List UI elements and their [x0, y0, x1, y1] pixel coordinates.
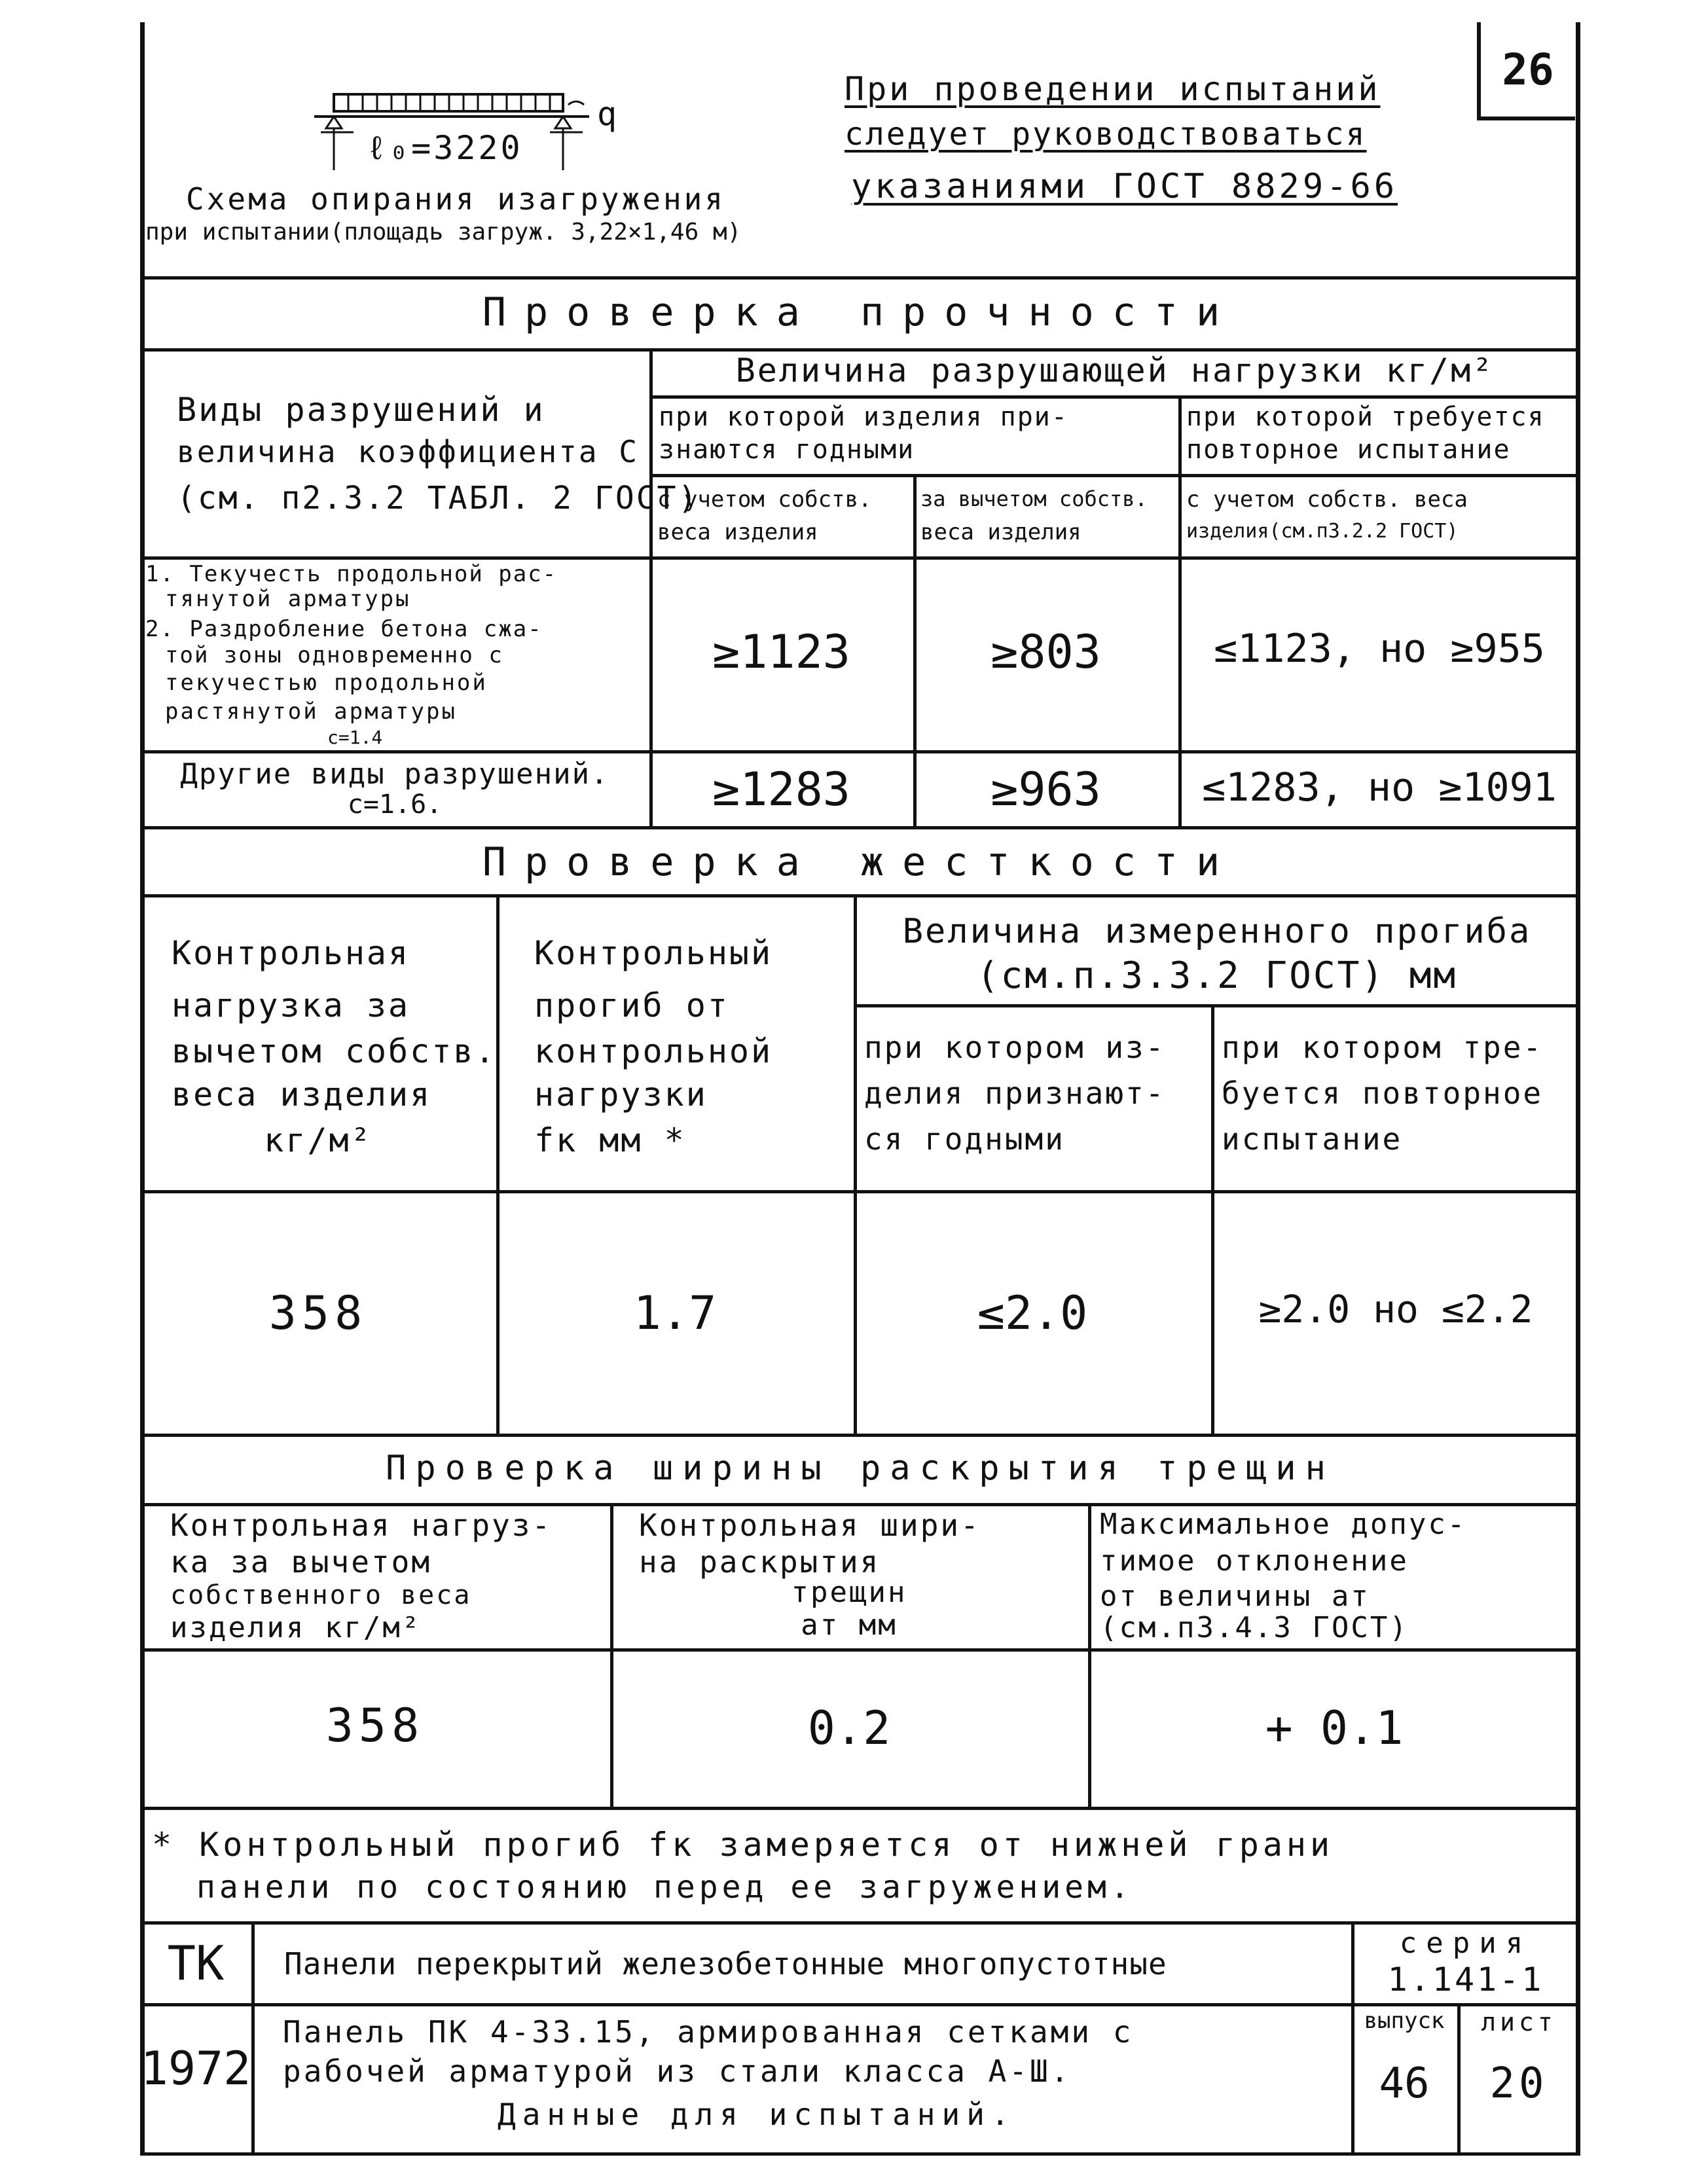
crack-col3-4: (см.п3.4.3 ГОСТ)	[1100, 1611, 1409, 1644]
stiff-col2-2: прогиб от	[534, 986, 729, 1024]
stamp-code: ТК	[167, 1936, 225, 1991]
strength-col1-line2: величина коэффициента С	[177, 434, 639, 469]
sheet-number: 26	[1477, 22, 1575, 120]
sub-header-retest-1: при которой требуется	[1186, 402, 1545, 432]
stiff-val-good: ≤2.0	[977, 1286, 1088, 1340]
crack-col2-3: трещин	[791, 1576, 907, 1609]
col-minus-own-1: за вычетом собств.	[920, 486, 1148, 511]
row1-type-3: 2. Раздробление бетона сжа-	[145, 616, 543, 642]
crack-val-width: 0.2	[807, 1701, 891, 1755]
series-label: серия	[1399, 1927, 1533, 1960]
crack-col3-3: от величины aт	[1100, 1580, 1370, 1613]
sub-header-retest-2: повторное испытание	[1186, 435, 1511, 465]
strength-col1-line1: Виды разрушений и	[177, 391, 545, 429]
stiff-col1-3: вычетом собств.	[172, 1032, 497, 1070]
crack-val-deviation: + 0.1	[1265, 1701, 1404, 1755]
stamp-title-2a: Панель ПК 4-33.15, армированная сетками с	[283, 2014, 1134, 2050]
footnote-line-1: * Контрольный прогиб fк замеряется от нижней грани	[152, 1826, 1334, 1864]
row1-type-1: 1. Текучесть продольной рас-	[145, 561, 558, 587]
row1-coef: c=1.4	[327, 727, 383, 748]
crack-col1-2: ка за вычетом	[170, 1544, 432, 1580]
stiff-col3-2: делия признают-	[864, 1076, 1166, 1111]
row1-type-5: текучестью продольной	[165, 670, 488, 696]
stiff-col3-1: при котором из-	[864, 1030, 1166, 1065]
stamp-title-1: Панели перекрытий железобетонные многопустотные	[284, 1946, 1167, 1982]
row1-type-4: той зоны одновременно с	[165, 642, 503, 668]
col-with-own-2: веса изделия	[657, 519, 818, 545]
issue-value: 46	[1379, 2059, 1430, 2108]
sheet-value: 20	[1489, 2059, 1548, 2108]
stamp-year: 1972	[140, 2042, 251, 2095]
instruction-line-3: указаниями ГОСТ 8829-66	[851, 167, 1398, 206]
strength-group-header: Величина разрушающей нагрузки кг/м²	[735, 352, 1495, 389]
sub-header-good-2: знаются годными	[659, 435, 915, 465]
stiff-group-2: (см.п.3.3.2 ГОСТ) мм	[976, 954, 1458, 997]
sheet-label: лист	[1481, 2008, 1557, 2036]
col-retest-2: изделия(см.п3.2.2 ГОСТ)	[1186, 520, 1459, 543]
stiff-val-load: 358	[268, 1286, 368, 1340]
stiff-col1-5: кг/м²	[264, 1121, 372, 1159]
stiffness-title: Проверка жесткости	[482, 839, 1239, 885]
crack-col3-2: тимое отклонение	[1100, 1544, 1409, 1578]
stiff-val-deflection: 1.7	[633, 1286, 717, 1340]
load-symbol: q	[597, 95, 617, 133]
col-retest-1: с учетом собств. веса	[1186, 486, 1468, 513]
crack-val-load: 358	[325, 1699, 425, 1752]
stiff-col2-1: Контрольный	[534, 934, 773, 972]
stiff-col2-3: контрольной	[534, 1032, 773, 1070]
row1-type-6: растянутой арматуры	[165, 698, 457, 725]
crack-col3-1: Максимальное допус-	[1100, 1508, 1467, 1541]
row2-retest: ≤1283, но ≥1091	[1202, 765, 1557, 810]
stiff-col4-3: испытание	[1222, 1121, 1403, 1157]
stiff-col2-5: fк мм *	[534, 1121, 686, 1159]
row1-with-own: ≥1123	[712, 625, 850, 679]
stiff-col4-2: буется повторное	[1222, 1076, 1544, 1111]
footnote-line-2: панели по состоянию перед ее загружением.	[196, 1869, 1133, 1906]
span-label: ℓ₀=3220	[367, 129, 523, 167]
series-value: 1.141-1	[1387, 1961, 1544, 1999]
stamp-title-2b: рабочей арматурой из стали класса А-Ш.	[283, 2054, 1072, 2089]
stiff-val-retest: ≥2.0 но ≤2.2	[1258, 1287, 1533, 1331]
crack-col1-3: собственного веса	[170, 1580, 472, 1610]
stiff-col1-2: нагрузка за	[172, 986, 410, 1024]
instruction-line-1: При проведении испытаний	[845, 70, 1381, 108]
stamp-title-2c: Данные для испытаний.	[498, 2097, 1016, 2132]
stiff-col1-1: Контрольная	[172, 934, 410, 972]
stiff-col4-1: при котором тре-	[1222, 1030, 1544, 1065]
scheme-caption-1: Схема опирания изагружения	[186, 181, 726, 217]
row1-retest: ≤1123, но ≥955	[1214, 626, 1545, 672]
strength-title: Проверка прочности	[482, 289, 1239, 335]
instruction-line-2: следует руководствоваться	[845, 116, 1367, 153]
crack-col2-1: Контрольная шири-	[639, 1508, 981, 1543]
row2-type-1: Другие виды разрушений.	[180, 757, 609, 791]
stiff-col3-3: ся годными	[864, 1121, 1065, 1157]
issue-label: выпуск	[1364, 2008, 1445, 2034]
row2-coef: c=1.6.	[347, 789, 443, 820]
row1-type-2: тянутой арматуры	[165, 586, 411, 612]
stiff-col1-4: веса изделия	[172, 1076, 432, 1113]
scheme-caption-2: при испытании(площадь загруж. 3,22×1,46 м)	[145, 219, 742, 245]
sub-header-good-1: при которой изделия при-	[659, 402, 1068, 432]
crack-col1-4: изделия кг/м²	[170, 1611, 422, 1644]
row1-minus-own: ≥803	[990, 625, 1101, 679]
row2-with-own: ≥1283	[712, 763, 850, 816]
crack-col2-2: на раскрытия	[639, 1544, 881, 1580]
stiff-col2-4: нагрузки	[534, 1076, 708, 1113]
crack-col2-4: aт мм	[801, 1608, 898, 1642]
col-minus-own-2: веса изделия	[920, 519, 1081, 545]
col-with-own-1: с учетом собств.	[657, 486, 872, 513]
row2-minus-own: ≥963	[990, 763, 1101, 816]
strength-col1-line3: (см. п2.3.2 ТАБЛ. 2 ГОСТ)	[177, 480, 699, 516]
crack-title: Проверка ширины раскрытия трещин	[386, 1449, 1335, 1488]
stiff-group-1: Величина измеренного прогиба	[902, 912, 1532, 951]
crack-col1-1: Контрольная нагруз-	[170, 1508, 553, 1543]
